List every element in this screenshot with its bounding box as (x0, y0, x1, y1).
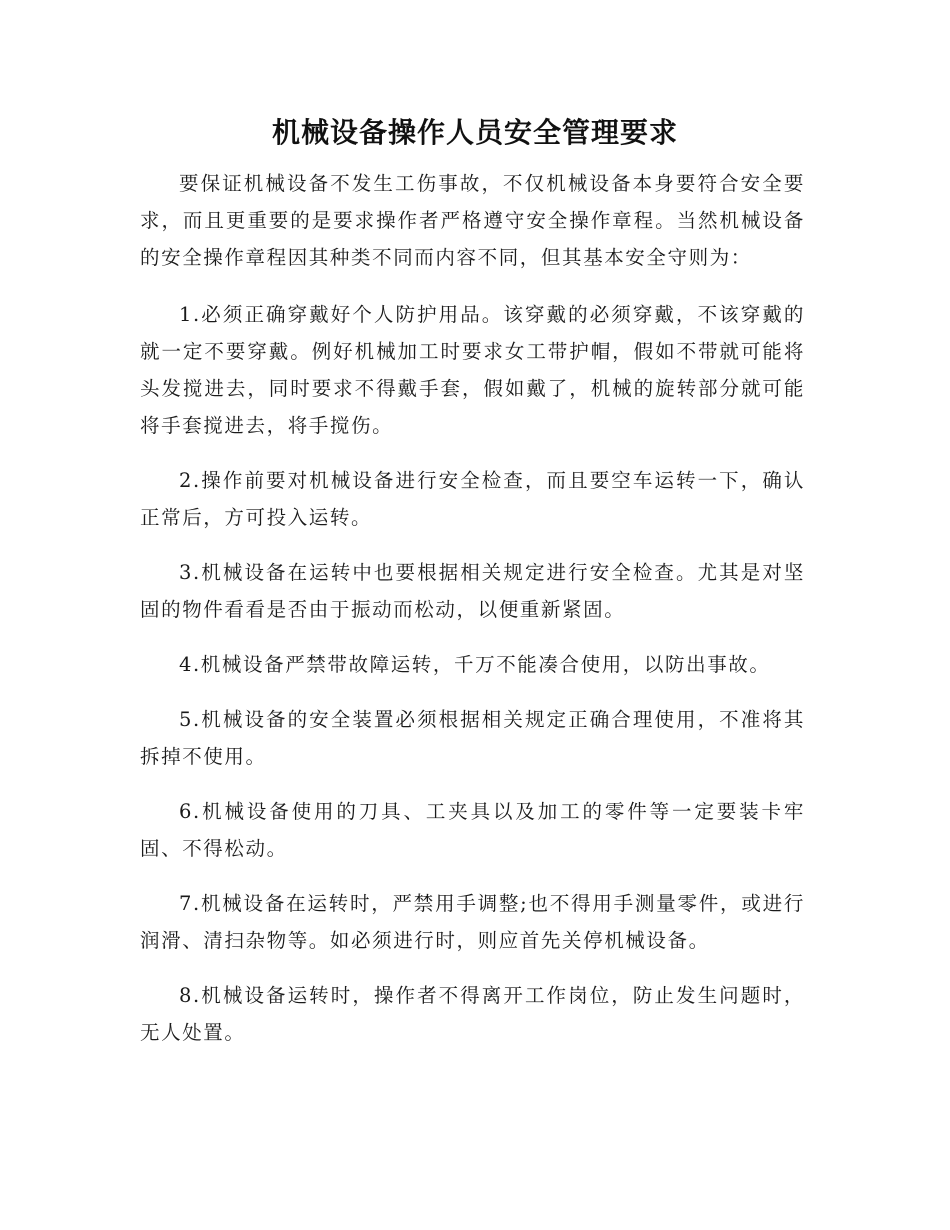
rule-item-6: 6.机械设备使用的刀具、工夹具以及加工的零件等一定要装卡牢固、不得松动。 (140, 800, 805, 860)
rule-item-3: 3.机械设备在运转中也要根据相关规定进行安全检查。尤其是对坚固的物件看看是否由于振动而松动，以便重新紧固。 (140, 561, 805, 621)
rule-item-1: 1.必须正确穿戴好个人防护用品。该穿戴的必须穿戴，不该穿戴的就一定不要穿戴。例好机械加工时要求女工带护帽，假如不带就可能将头发搅进去，同时要求不得戴手套，假如戴了，机械的旋转部分就可能将手套搅进去，将手搅伤。 (140, 303, 805, 437)
rule-item-2: 2.操作前要对机械设备进行安全检查，而且要空车运转一下，确认正常后，方可投入运转。 (140, 469, 805, 529)
rule-item-8: 8.机械设备运转时，操作者不得离开工作岗位，防止发生问题时，无人处置。 (140, 984, 805, 1044)
rule-item-5: 5.机械设备的安全装置必须根据相关规定正确合理使用，不准将其拆掉不使用。 (140, 708, 805, 768)
intro-paragraph: 要保证机械设备不发生工伤事故，不仅机械设备本身要符合安全要求，而且更重要的是要求操作者严格遵守安全操作章程。当然机械设备的安全操作章程因其种类不同而内容不同，但其基本安全守则为： (140, 172, 805, 269)
rule-item-4: 4.机械设备严禁带故障运转，千万不能凑合使用，以防出事故。 (179, 653, 771, 676)
rule-item-7: 7.机械设备在运转时，严禁用手调整;也不得用手测量零件，或进行润滑、清扫杂物等。如必须进行时，则应首先关停机械设备。 (140, 892, 805, 952)
document-title: 机械设备操作人员安全管理要求 (271, 116, 678, 149)
document-body (140, 165, 805, 1069)
